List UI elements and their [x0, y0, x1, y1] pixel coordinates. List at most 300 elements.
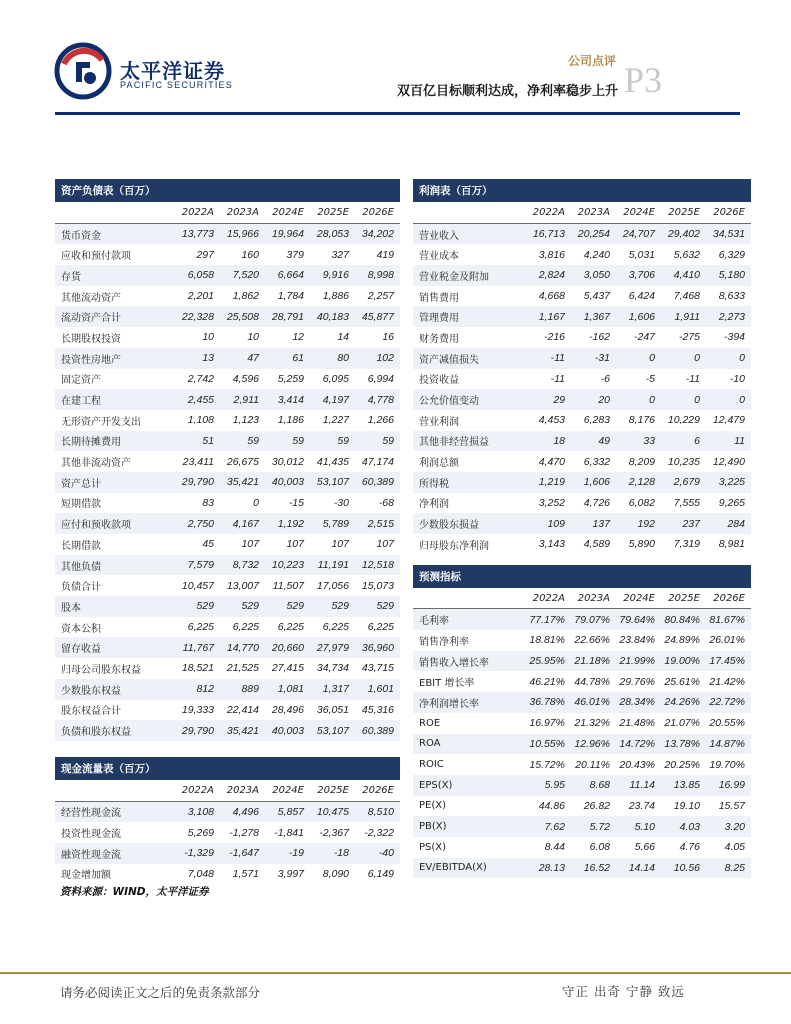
table-cell: 40,003: [265, 472, 310, 493]
table-cell: 3,414: [265, 389, 310, 410]
table-cell: 8,209: [628, 455, 655, 468]
table-cell: 7,555: [673, 496, 700, 509]
table-cell: -31: [571, 348, 616, 369]
year-header-row: [413, 202, 751, 223]
table-cell: 0: [661, 348, 706, 369]
year-header-blank: [55, 780, 175, 801]
table-cell: -68: [378, 496, 394, 509]
row-label: 销售费用: [419, 292, 459, 304]
table-cell: 45: [202, 538, 214, 551]
year-header-row: [413, 588, 751, 609]
table-cell: 5,180: [706, 265, 751, 286]
row-label: 投资性现金流: [61, 829, 121, 841]
row-label: 流动资产合计: [55, 306, 175, 327]
table-cell: 47: [220, 348, 265, 369]
year-header-cell: 2024E: [616, 588, 661, 609]
table-cell: 529: [265, 596, 310, 617]
table-cell: 59: [310, 431, 355, 452]
row-label: PE(X): [419, 800, 447, 812]
table-cell: 23.84%: [619, 634, 655, 647]
table-cell: 43,715: [361, 662, 394, 675]
table-row: [55, 389, 400, 410]
row-label: 其他非流动资产: [61, 458, 131, 470]
table-cell: 11: [706, 431, 751, 452]
row-label: PS(X): [419, 841, 447, 853]
section-gap-cell: [413, 555, 751, 565]
table-cell: 6,225: [232, 621, 259, 634]
table-cell: 4,668: [538, 290, 565, 303]
table-cell: 4.76: [679, 841, 700, 854]
table-row: [413, 348, 751, 369]
table-cell: 6.08: [589, 841, 610, 854]
row-label: 公允价值变动: [413, 389, 526, 410]
table-cell: 21.07%: [664, 717, 700, 730]
table-cell: 1,317: [310, 679, 355, 700]
table-cell: 8.68: [571, 775, 616, 796]
table-row: [413, 609, 751, 630]
row-label: 其他非经营损益: [413, 431, 526, 452]
table-cell: 29,790: [175, 720, 220, 741]
row-label: 留存收益: [55, 637, 175, 658]
table-row: [55, 306, 400, 327]
table-cell: 60,389: [355, 720, 400, 741]
table-cell: 13.78%: [661, 734, 706, 755]
table-cell: 29,790: [175, 472, 220, 493]
table-row: [55, 410, 400, 431]
table-cell: 1,227: [322, 414, 349, 427]
table-cell: 77.17%: [526, 609, 571, 630]
table-cell: 5,259: [277, 372, 304, 385]
year-header-row: [55, 202, 400, 223]
table-cell: 1,606: [616, 306, 661, 327]
table-cell: 28,791: [265, 306, 310, 327]
table-cell: 14.72%: [616, 734, 661, 755]
table-cell: 137: [571, 513, 616, 534]
table-cell: 8,176: [628, 414, 655, 427]
table-cell: 18: [526, 431, 571, 452]
table-cell: 53,107: [310, 472, 355, 493]
table-cell: 14.14: [616, 858, 661, 879]
table-cell: 3,816: [538, 248, 565, 261]
row-label: 归母公司股东权益: [61, 664, 141, 676]
row-label: 营业利润: [419, 416, 459, 428]
table-cell: 2,455: [175, 389, 220, 410]
table-cell: 24,707: [616, 223, 661, 244]
row-label: 所得税: [413, 472, 526, 493]
table-row: [55, 555, 400, 576]
table-cell: 14.87%: [706, 734, 751, 755]
table-row: [413, 630, 751, 651]
row-label: 现金增加额: [61, 870, 111, 882]
table-cell: 327: [331, 248, 349, 261]
table-cell: 5,857: [265, 801, 310, 822]
table-cell: 21,525: [226, 662, 259, 675]
table-cell: 297: [196, 248, 214, 261]
table-row: [55, 864, 400, 885]
table-cell: 29: [526, 389, 571, 410]
table-cell: 6,225: [187, 621, 214, 634]
row-label: 负债和股东权益: [55, 720, 175, 741]
table-cell: 6,283: [583, 414, 610, 427]
table-cell: 34,202: [355, 223, 400, 244]
table-cell: 0: [616, 389, 661, 410]
row-label: 固定资产: [61, 375, 101, 387]
table-cell: 6,424: [628, 290, 655, 303]
table-row: [413, 858, 751, 879]
row-label: 长期待摊费用: [55, 431, 175, 452]
table-cell: 9,265: [718, 496, 745, 509]
table-cell: 8,732: [220, 555, 265, 576]
income-statement-table: [413, 179, 751, 878]
table-row: [55, 679, 400, 700]
company-motto: 守正 出奇 宁静 致远: [562, 984, 685, 999]
row-label: 投资性房地产: [55, 348, 175, 369]
year-header-cell: 2023A: [571, 588, 616, 609]
table-cell: 3,252: [538, 496, 565, 509]
table-cell: 2,750: [175, 513, 220, 534]
table-row: [413, 389, 751, 410]
year-header-cell: 2024E: [265, 202, 310, 223]
row-label: 管理费用: [413, 306, 526, 327]
table-cell: 34,531: [706, 223, 751, 244]
page-number: P3: [624, 60, 663, 100]
table-cell: -40: [355, 843, 400, 864]
row-label: 经营性现金流: [55, 801, 175, 822]
table-cell: 2,824: [526, 265, 571, 286]
table-cell: 21.42%: [709, 675, 745, 688]
table-row: [55, 575, 400, 596]
footer-divider: [0, 972, 791, 974]
table-row: [55, 451, 400, 472]
table-cell: 1,266: [367, 414, 394, 427]
table-cell: 10: [202, 331, 214, 344]
table-cell: -275: [678, 331, 700, 344]
table-cell: 25.95%: [526, 651, 571, 672]
row-label: 长期借款: [61, 540, 101, 552]
table-cell: 11,767: [175, 637, 220, 658]
table-cell: 2,257: [367, 290, 394, 303]
table-cell: 8,998: [355, 265, 400, 286]
table-cell: 8.25: [706, 858, 751, 879]
table-cell: 36.78%: [526, 692, 571, 713]
table-cell: -1,329: [175, 843, 220, 864]
table-row: [55, 265, 400, 286]
table-row: [413, 472, 751, 493]
table-cell: 5,031: [628, 248, 655, 261]
table-row: [413, 327, 751, 348]
table-row: [55, 617, 400, 638]
table-cell: 4,240: [583, 248, 610, 261]
table-row: [413, 410, 751, 431]
table-cell: -394: [723, 331, 745, 344]
table-cell: 28,496: [271, 703, 304, 716]
table-cell: 4.03: [661, 816, 706, 837]
table-cell: 59: [265, 431, 310, 452]
table-cell: 107: [376, 538, 394, 551]
table-cell: 24.89%: [664, 634, 700, 647]
table-cell: 5,632: [673, 248, 700, 261]
table-cell: 2,742: [187, 372, 214, 385]
table-row: [55, 431, 400, 452]
table-row: [55, 472, 400, 493]
table-row: [413, 451, 751, 472]
table-cell: 1,911: [661, 306, 706, 327]
table-cell: 27,415: [271, 662, 304, 675]
table-cell: 26,675: [226, 455, 259, 468]
table-cell: 107: [286, 538, 304, 551]
table-cell: -19: [265, 843, 310, 864]
row-label: 资产减值损失: [413, 348, 526, 369]
table-cell: 3.20: [706, 816, 751, 837]
row-label: 股东权益合计: [61, 706, 121, 718]
year-header-cell: 2022A: [526, 202, 571, 223]
row-label: 财务费用: [419, 333, 459, 345]
table-cell: -30: [333, 496, 349, 509]
table-cell: 46.21%: [529, 675, 565, 688]
table-cell: 4,453: [538, 414, 565, 427]
table-row: [55, 286, 400, 307]
row-label: 利润总额: [419, 458, 459, 470]
table-cell: 7,048: [187, 867, 214, 880]
table-cell: 2,128: [616, 472, 661, 493]
table-cell: -162: [588, 331, 610, 344]
table-cell: 12,518: [355, 555, 400, 576]
table-cell: -10: [729, 372, 745, 385]
table-row: [55, 801, 400, 822]
row-label: 销售收入增长率: [413, 651, 526, 672]
row-label: 营业收入: [413, 223, 526, 244]
table-cell: 237: [661, 513, 706, 534]
table-cell: 5,269: [187, 826, 214, 839]
table-cell: 28.34%: [616, 692, 661, 713]
table-cell: 28,053: [310, 223, 355, 244]
table-row: [55, 843, 400, 864]
table-cell: 3,108: [175, 801, 220, 822]
year-header-cell: 2022A: [175, 780, 220, 801]
table-cell: 19.00%: [661, 651, 706, 672]
table-row: [413, 754, 751, 775]
table-cell: -5: [645, 372, 655, 385]
table-cell: 3,050: [571, 265, 616, 286]
table-cell: 19,964: [265, 223, 310, 244]
row-label: 归母股东净利润: [419, 540, 489, 552]
table-row: [413, 493, 751, 514]
table-cell: 4,167: [220, 513, 265, 534]
table-cell: 21.48%: [619, 717, 655, 730]
table-cell: 4,410: [661, 265, 706, 286]
table-cell: 5,437: [583, 290, 610, 303]
table-cell: -11: [685, 372, 700, 385]
table-cell: 33: [616, 431, 661, 452]
table-cell: 11,507: [272, 579, 304, 592]
table-cell: 1,862: [232, 290, 259, 303]
table-row: [413, 816, 751, 837]
report-title: 双百亿目标顺利达成，净利率稳步上升: [396, 84, 618, 99]
table-row: [55, 534, 400, 555]
table-cell: 0: [706, 389, 751, 410]
table-row: [55, 720, 400, 741]
row-label: PB(X): [413, 816, 526, 837]
table-cell: 6: [661, 431, 706, 452]
table-cell: 20: [571, 389, 616, 410]
table-cell: 4,596: [232, 372, 259, 385]
table-cell: 5.72: [571, 816, 616, 837]
table-cell: 10,235: [667, 455, 700, 468]
table-cell: 379: [286, 248, 304, 261]
table-cell: 107: [241, 538, 259, 551]
table-row: [55, 596, 400, 617]
table-cell: 59: [355, 431, 400, 452]
table-row: [413, 513, 751, 534]
table-cell: 0: [253, 496, 259, 509]
table-cell: 19.10: [673, 799, 700, 812]
table-cell: 20.25%: [664, 758, 700, 771]
table-row: [413, 286, 751, 307]
table-cell: 1,886: [322, 290, 349, 303]
table-row: [413, 837, 751, 858]
table-cell: 419: [376, 248, 394, 261]
table-cell: 1,601: [355, 679, 400, 700]
table-cell: 35,421: [220, 472, 265, 493]
table-cell: 13.85: [661, 775, 706, 796]
table-cell: 1,192: [265, 513, 310, 534]
table-cell: 28.13: [526, 858, 571, 879]
report-type-label: 公司点评: [567, 54, 616, 68]
row-label: 应付和预收款项: [55, 513, 175, 534]
table-row: [55, 822, 400, 843]
table-cell: 8.44: [544, 841, 565, 854]
table-cell: -18: [310, 843, 355, 864]
table-cell: 4,726: [583, 496, 610, 509]
table-cell: 15.72%: [529, 758, 565, 771]
year-header-cell: 2024E: [616, 202, 661, 223]
table-cell: 4,197: [310, 389, 355, 410]
table-cell: 21.18%: [571, 651, 616, 672]
page-header: [0, 0, 791, 120]
table-row: [55, 369, 400, 390]
table-cell: 1,081: [265, 679, 310, 700]
table-cell: 160: [241, 248, 259, 261]
year-header-cell: 2023A: [571, 202, 616, 223]
table-cell: 15,966: [220, 223, 265, 244]
table-row: [55, 327, 400, 348]
table-cell: 0: [616, 348, 661, 369]
table-cell: 10,475: [310, 801, 355, 822]
table-cell: 1,108: [187, 414, 214, 427]
table-cell: 11.14: [616, 775, 661, 796]
row-label: 存货: [55, 265, 175, 286]
table-row: [413, 796, 751, 817]
table-cell: 18,521: [181, 662, 214, 675]
table-cell: 12: [292, 331, 304, 344]
table-cell: 15.57: [718, 799, 745, 812]
table-cell: 6,058: [175, 265, 220, 286]
table-cell: 5,890: [628, 538, 655, 551]
table-cell: -1,647: [220, 843, 265, 864]
table-cell: 24.26%: [661, 692, 706, 713]
table-cell: 23,411: [182, 455, 214, 468]
row-label: 资本公积: [61, 623, 101, 635]
row-label: ROE: [419, 717, 441, 729]
year-header-cell: 2026E: [355, 202, 400, 223]
year-header-cell: 2023A: [220, 780, 265, 801]
table-cell: 2,679: [661, 472, 706, 493]
table-cell: 0: [661, 389, 706, 410]
forecast-title-row: [413, 565, 751, 588]
table-row: [55, 493, 400, 514]
table-cell: 16.97%: [529, 717, 565, 730]
table-cell: 45,877: [355, 306, 400, 327]
table-cell: 53,107: [310, 720, 355, 741]
table-cell: 1,367: [571, 306, 616, 327]
table-cell: 4.05: [724, 841, 745, 854]
table-cell: 79.07%: [571, 609, 616, 630]
table-cell: 22,328: [175, 306, 220, 327]
table-cell: -2,322: [364, 826, 394, 839]
table-cell: 12.96%: [571, 734, 616, 755]
table-cell: 15,073: [361, 579, 394, 592]
table-cell: 41,435: [316, 455, 349, 468]
table-cell: 4,778: [355, 389, 400, 410]
year-header-blank: [413, 588, 526, 609]
table-cell: 13,773: [175, 223, 220, 244]
table-cell: 25,508: [220, 306, 265, 327]
balance-sheet-title: 资产负债表（百万）: [55, 179, 400, 202]
table-cell: 7,520: [220, 265, 265, 286]
table-cell: -247: [633, 331, 655, 344]
table-cell: 1,123: [232, 414, 259, 427]
table-row: [55, 700, 400, 721]
table-cell: 26.01%: [709, 634, 745, 647]
table-row: [413, 692, 751, 713]
table-cell: 5.66: [634, 841, 655, 854]
table-cell: 1,186: [277, 414, 304, 427]
table-cell: 107: [331, 538, 349, 551]
table-cell: 109: [526, 513, 571, 534]
table-cell: 529: [220, 596, 265, 617]
table-cell: 19,333: [181, 703, 214, 716]
table-cell: 3,706: [616, 265, 661, 286]
table-cell: -216: [543, 331, 565, 344]
table-cell: 83: [202, 496, 214, 509]
table-cell: 8,090: [322, 867, 349, 880]
table-cell: 22.66%: [574, 634, 610, 647]
table-row: [413, 671, 751, 692]
table-row: [55, 244, 400, 265]
table-cell: 2,201: [187, 290, 214, 303]
row-label: 股本: [55, 596, 175, 617]
table-cell: 47,174: [361, 455, 394, 468]
table-cell: 20,254: [571, 223, 616, 244]
table-cell: 4,496: [220, 801, 265, 822]
table-cell: -11: [550, 372, 565, 385]
table-row: [55, 658, 400, 679]
table-cell: 12,479: [712, 414, 745, 427]
year-header-cell: 2026E: [706, 202, 751, 223]
forecast-title: 预测指标: [413, 565, 751, 588]
row-label: 在建工程: [55, 389, 175, 410]
table-cell: 9,916: [310, 265, 355, 286]
table-cell: 102: [355, 348, 400, 369]
table-cell: 5.95: [526, 775, 571, 796]
table-cell: 21.32%: [574, 717, 610, 730]
table-cell: 34,734: [316, 662, 349, 675]
table-cell: 5.10: [616, 816, 661, 837]
table-cell: 80.84%: [661, 609, 706, 630]
table-row: [55, 223, 400, 244]
table-cell: 44.78%: [574, 675, 610, 688]
year-header-row: [55, 780, 400, 801]
